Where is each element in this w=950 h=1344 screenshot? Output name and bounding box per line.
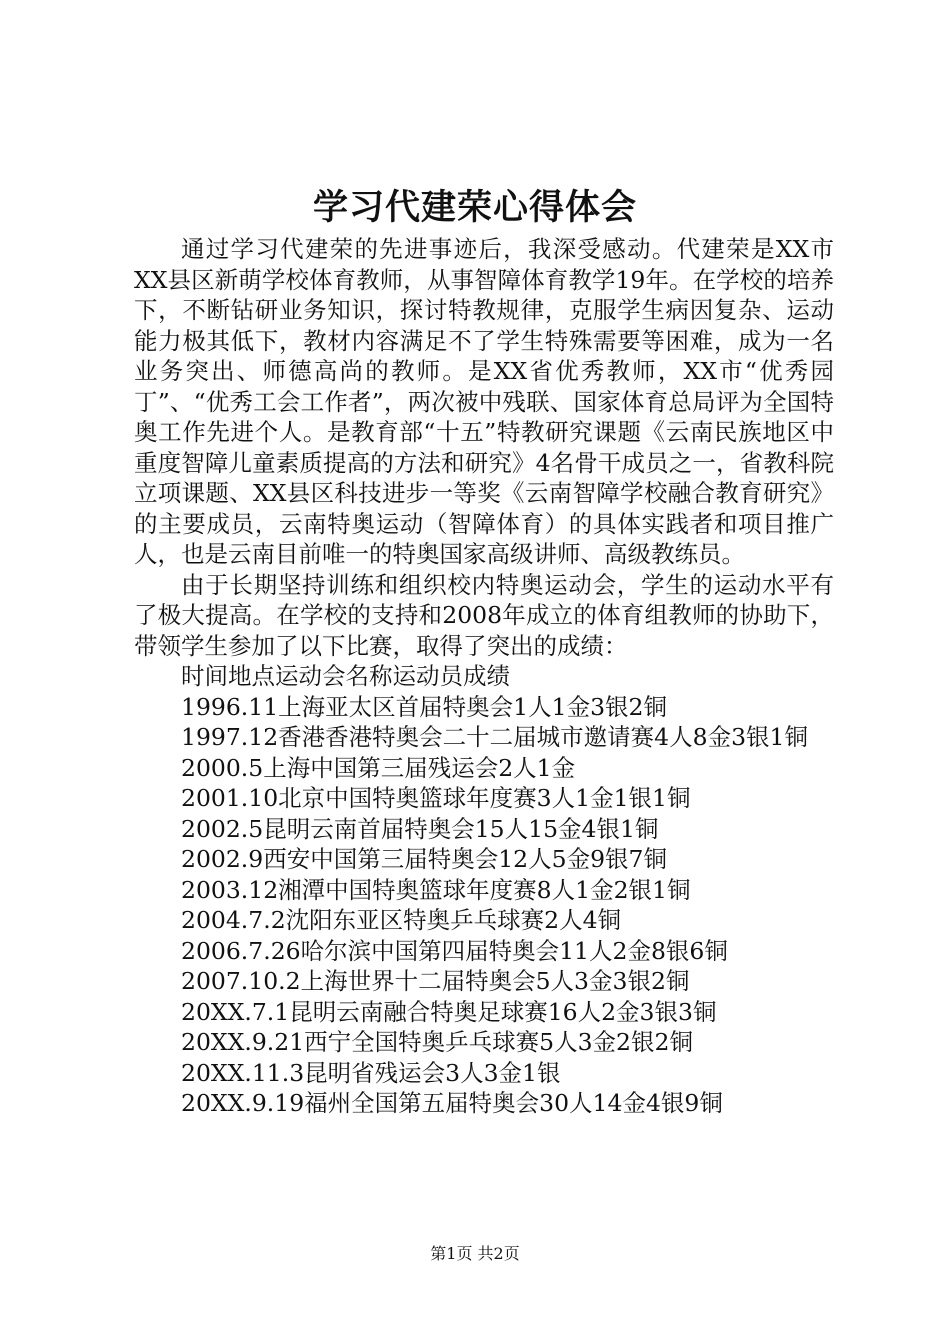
- result-line: 20XX.9.21西宁全国特奥乒乓球赛5人3金2银2铜: [181, 1028, 693, 1056]
- result-line: 2004.7.2沈阳东亚区特奥乒乓球赛2人4铜: [181, 906, 622, 934]
- result-line: 2001.10北京中国特奥篮球年度赛3人1金1银1铜: [181, 784, 691, 812]
- results-header: 时间地点运动会名称运动员成绩: [181, 662, 510, 690]
- result-line: 2002.5昆明云南首届特奥会15人15金4银1铜: [181, 814, 659, 843]
- result-line: 2006.7.26哈尔滨中国第四届特奥会11人2金8银6铜: [181, 936, 728, 965]
- result-line: 20XX.7.1昆明云南融合特奥足球赛16人2金3银3铜: [181, 997, 717, 1026]
- paragraph-results-intro: 由于长期坚持训练和组织校内特奥运动会，学生的运动水平有了极大提高。在学校的支持和2008年成立的体育组教师的协助下，带领学生参加了以下比赛，取得了突出的成绩：: [134, 570, 834, 660]
- results-list: [134, 692, 834, 1119]
- result-line: 2000.5上海中国第三届残运会2人1金: [181, 753, 576, 782]
- result-line: 20XX.11.3昆明省残运会3人3金1银: [181, 1058, 561, 1087]
- paragraph-intro: 通过学习代建荣的先进事迹后，我深受感动。代建荣是XX市XX县区新萌学校体育教师，从事智障体育教学19年。在学校的培养下，不断钻研业务知识，探讨特教规律，克服学生病因复杂、运动能力极其低下，教材内容满足不了学生特殊需要等困难，成为一名业务突出、师德高尚的教师。是XX省优秀教师，XX市“优秀园丁”、“优秀工会工作者”，两次被中残联、国家体育总局评为全国特奥工作先进个人。是教育部“十五”特教研究课题《云南民族地区中重度智障儿童素质提高的方法和研究》4名骨干成员之一，省教科院立项课题、XX县区科技进步一等奖《云南智障学校融合教育研究》的主要成员，云南特奥运动（智障体育）的具体实践者和项目推广人，也是云南目前唯一的特奥国家高级讲师、高级教练员。: [134, 235, 834, 568]
- page-footer: 第1页 共2页: [430, 1244, 520, 1263]
- document-title: 学习代建荣心得体会: [312, 187, 637, 228]
- result-line: 2007.10.2上海世界十二届特奥会5人3金3银2铜: [181, 967, 690, 995]
- result-line: 2003.12湘潭中国特奥篮球年度赛8人1金2银1铜: [181, 875, 691, 904]
- result-line: 1997.12香港香港特奥会二十二届城市邀请赛4人8金3银1铜: [181, 723, 808, 751]
- result-line: 2002.9西安中国第三届特奥会12人5金9银7铜: [181, 845, 667, 873]
- document-body: [134, 234, 834, 1119]
- result-line: 20XX.9.19福州全国第五届特奥会30人14金4银9铜: [181, 1089, 723, 1117]
- result-line: 1996.11上海亚太区首届特奥会1人1金3银2铜: [181, 692, 667, 721]
